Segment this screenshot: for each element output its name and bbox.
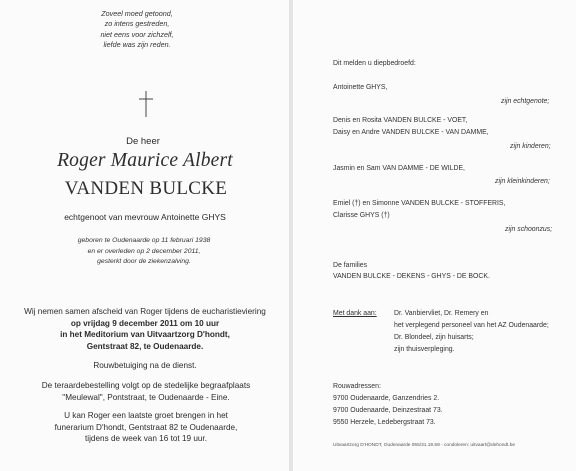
families-list: VANDEN BULCKE - DEKENS - GHYS - DE BOCK. [333,273,490,280]
thanks-line: Dr. Blondeel, zijn huisarts; [394,334,474,341]
poem-line: zo intens gestreden, [104,19,170,29]
thanks-line: Dr. Vanbiervliet, Dr. Remery en [394,310,489,317]
family-name: Emiel (†) en Simonne VANDEN BULCKE - STOFFERIS, [333,200,506,207]
visit-block [55,410,238,445]
farewell-line: op vrijdag 9 december 2011 om 10 uur [70,318,220,328]
family-name: Denis en Rosita VANDEN BULCKE - VOET, [333,117,468,124]
intro-line: Dit melden u diepbedroefd: [333,60,416,67]
family-role: zijn kleinkinderen; [495,178,550,185]
family-name: Antoinette GHYS, [333,84,388,91]
poem [100,9,173,50]
visit-line: tijdens de week van 16 tot 19 uur. [85,434,207,444]
name-first: Roger Maurice Albert [57,150,233,171]
poem-line: Zoveel moed getoond, [101,9,173,18]
family-role: zijn echtgenote; [501,98,550,105]
poem-line: liefde was zijn reden. [103,39,171,49]
family-name: Jasmin en Sam VAN DAMME - DE WILDE, [333,165,465,172]
condolence-note: Rouwbetuiging na de dienst. [93,361,197,370]
birth-line: geboren te Oudenaarde op 11 februari 1938 [77,237,211,244]
burial-line: "Meulewal", Pontstraat, te Oudenaarde - Eine. [62,392,230,402]
visit-line: funerarium D'hondt, Gentstraat 82 te Oudenaarde, [54,422,238,432]
thanks-line: het verplegend personeel van het AZ Oudenaarde; [394,322,549,329]
family-name: Clarisse GHYS (†) [333,212,390,219]
footer-credit: Uitvaartzorg D'HONDT, Oudenaarde 055/31.19.59 - condoleren: uitvaart@dehondt.be [333,443,516,448]
family-role: zijn kinderen; [510,143,551,150]
burial-line: De teraardebestelling volgt op de stedelijke begraafplaats [41,381,251,390]
birth-line: en er overleden op 2 december 2011, [87,247,201,255]
address-line: 9700 Oudenaarde, Ganzendries 2. [333,395,440,402]
family-name: Daisy en Andre VANDEN BULCKE - VAN DAMME, [333,129,489,136]
visit-line: U kan Roger een laatste groet brengen in het [64,411,228,420]
cross-icon [138,90,154,118]
name-last: VANDEN BULCKE [64,178,228,199]
birth-death-info [78,236,211,268]
farewell-line: Gentstraat 82, te Oudenaarde. [86,341,204,351]
title: De heer [126,136,160,147]
poem-line: niet eens voor zichzelf, [100,29,174,39]
birth-line: gesterkt door de ziekenzalving. [97,258,191,265]
family-role: zijn schoonzus; [505,226,553,233]
spouse-line: echtgenoot van mevrouw Antoinette GHYS [64,212,226,222]
farewell-block [24,306,266,352]
thanks-label: Met dank aan: [333,310,377,317]
addresses-label: Rouwadressen: [333,383,381,390]
farewell-line: in het Meditorium van Uitvaartzorg D'hondt, [60,330,230,340]
address-line: 9700 Oudenaarde, Deinzestraat 73. [333,407,443,414]
families-label: De families [333,262,368,269]
address-line: 9550 Herzele, Ledebergstraat 73. [333,419,436,426]
farewell-line: Wij nemen samen afscheid van Roger tijdens de eucharistieviering [24,307,266,316]
burial-block [42,380,250,403]
thanks-line: zijn thuisverpleging. [394,346,455,353]
